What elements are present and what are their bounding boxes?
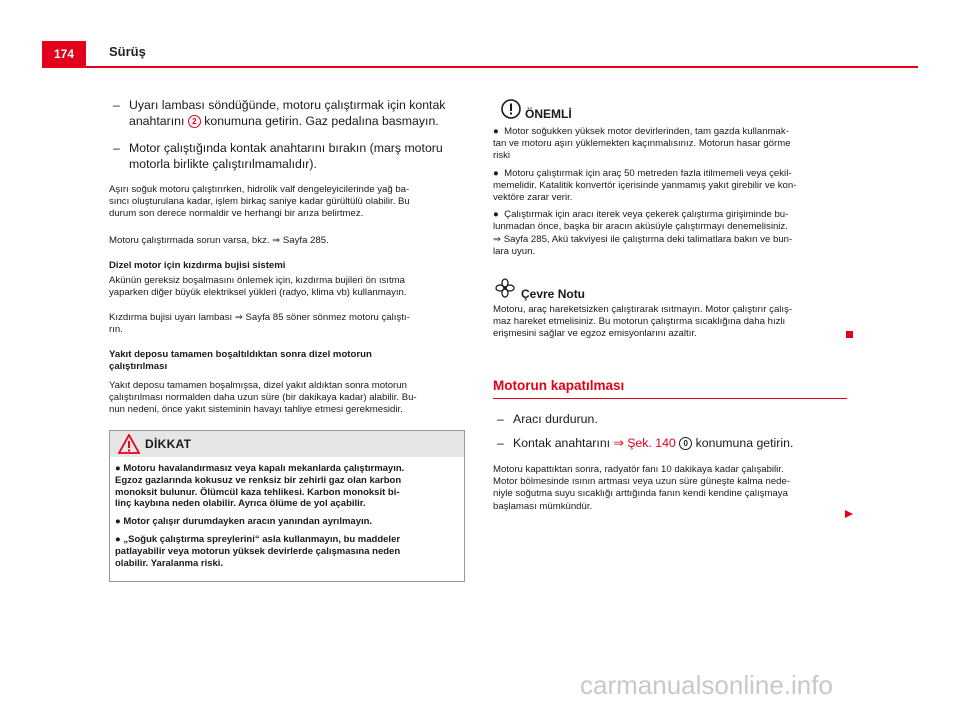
warning-item: ● Motor çalışır durumdayken aracın yanından ayrılmayın. — [115, 516, 373, 528]
shutdown-heading-rule — [493, 398, 847, 399]
watermark: carmanualsonline.info — [580, 670, 833, 700]
text-line: erişmesini sağlar ve egzoz emisyonlarını azaltır. — [493, 328, 697, 340]
header-rule — [42, 66, 918, 68]
notice-item: ● Motoru çalıştırmak için araç 50 metreden fazla itilmemeli veya çekil- memelidir. Katalitik konvertör içerisinde yanmamış yakıt girebilir ve kon- vektöre zarar verir. — [493, 167, 797, 204]
glow-plug-lamp-paragraph — [109, 312, 469, 336]
warning-body — [110, 457, 464, 569]
environment-note-title: Çevre Notu — [521, 287, 586, 301]
text-line: Motoru kapattıktan sonra, radyatör fanı 10 dakikaya kadar çalışabilir. — [493, 464, 784, 475]
figure-reference-link[interactable]: ⇒ Şek. 140 — [613, 436, 676, 450]
notice-exclamation-icon — [501, 99, 521, 119]
step-2-line2: motorla birlikte çalıştırılmamalıdır). — [129, 156, 317, 171]
heading-line: Yakıt deposu tamamen boşaltıldıktan sonra dizel motorun — [109, 349, 372, 360]
warning-item: ● „Soğuk çalıştırma spreylerini“ asla kullanmayın, bu maddeler patlayabilir veya motorun yüksek devirlerde çalışmasına neden olabilir. Yaralanma riski. — [115, 533, 401, 569]
warning-title: DİKKAT — [145, 437, 192, 451]
step-1: – Uyarı lambası söndüğünde, motoru çalıştırmak için kontak anahtarını 2 konumuna getirin. Gaz pedalına basmayın. — [113, 98, 446, 128]
text-line: Yakıt deposu tamamen boşalmışsa, dizel yakıt aldıktan sonra motorun — [109, 380, 407, 391]
text-line: nun nedeni, önce yakıt sisteminin havayı tahliye etmesi gerekmesidir. — [109, 404, 403, 416]
environment-note-body — [493, 304, 853, 341]
notice-item: ● Motor soğukken yüksek motor devirlerinden, tam gazda kullanmak- tan ve motoru aşırı yüklemekten kaçınmalısınız. Motorun hasar görme riski — [493, 126, 791, 162]
step-1-line2a: anahtarını — [129, 113, 185, 128]
key-position-badge: 2 — [188, 115, 201, 128]
glow-plug-paragraph — [109, 275, 469, 299]
section-end-marker — [846, 331, 853, 338]
text-line: Kızdırma bujisi uyarı lambası ⇒ Sayfa 85 söner sönmez motoru çalıştı- — [109, 312, 410, 323]
text-line: Motoru çalıştırmada sorun varsa, bkz. — [109, 235, 270, 246]
text-line: başlaması mümkündür. — [493, 500, 593, 512]
key-position-badge: 0 — [679, 437, 692, 450]
warning-box — [109, 430, 465, 582]
step-2: – Motor çalıştığında kontak anahtarını bırakın (marş motoru motorla birlikte çalıştırılmamalıdır). — [113, 141, 443, 171]
step-text: Kontak anahtarını — [513, 436, 611, 450]
text-line: Aşırı soğuk motoru çalıştırırken, hidrolik valf dengeleyicilerinde yağ ba- — [109, 184, 410, 195]
text-line: yaparken diğer büyük elektriksel yükleri (radyo, klima vb) kullanmayın. — [109, 287, 407, 299]
text-line: çalıştırılması normalden daha uzun süre (bir dakikaya kadar) alabilir. Bu- — [109, 392, 417, 404]
step-text: konumuna getirin. — [695, 436, 794, 450]
text-line: niyle soğutma suyu sıcaklığı arttığında fanın kendi kendine çalışmaya — [493, 488, 788, 500]
glow-plug-heading: Dizel motor için kızdırma bujisi sistemi — [109, 260, 286, 271]
shutdown-heading: Motorun kapatılması — [493, 378, 625, 393]
text-line: durum son derece normaldir ve herhangi bir arıza belirtmez. — [109, 208, 364, 220]
text-line: Motor bölmesinde ısının artması veya uzun süre güneşte kalma nede- — [493, 476, 791, 488]
step-2-line1: Motor çalıştığında kontak anahtarını bırakın (marş motoru — [129, 141, 443, 155]
trouble-paragraph — [109, 235, 469, 247]
text-line: sıncı oluşturulana kadar, işlem birkaç saniye kadar gürültülü olabilir. Bu — [109, 196, 410, 208]
cold-start-paragraph — [109, 184, 469, 221]
warning-triangle-icon — [118, 434, 140, 454]
continue-arrow-icon — [844, 509, 854, 519]
warning-item: ● Motoru havalandırmasız veya kapalı mekanlarda çalıştırmayın. Egzoz gazlarında kokusuz ve renksiz bir zehirli gaz olan karbon monoksit bulunur. Ölümcül kaza tehlikesi. Karbon monoksit bi- linç kaybına neden olabilir. Ayrıca ölüme de yol açabilir. — [115, 463, 405, 510]
heading-line: çalıştırılması — [109, 361, 168, 373]
section-title: Sürüş — [109, 44, 146, 59]
shutdown-paragraph — [493, 464, 853, 513]
warning-header — [110, 431, 464, 457]
text-line: Motoru, araç hareketsizken çalıştırarak ısıtmayın. Motor çalıştırır çalış- — [493, 304, 793, 315]
environment-flower-icon — [495, 278, 515, 298]
text-line: rın. — [109, 324, 123, 336]
text-line: maz hareket etmelisiniz. Bu motorun çalıştırma sıcaklığına daha hızlı — [493, 316, 786, 328]
shutdown-step-1: – Aracı durdurun. — [497, 412, 598, 426]
empty-tank-paragraph — [109, 380, 469, 417]
shutdown-step-2: – Kontak anahtarını ⇒ Şek. 140 0 konumuna getirin. — [497, 436, 794, 450]
text-line: Akünün gereksiz boşalmasını önlemek için, kızdırma bujileri ön ısıtma — [109, 275, 405, 286]
notice-item: ● Çalıştırmak için aracı iterek veya çekerek çalıştırma girişiminde bu- lunmadan önce, başka bir aracın aküsüyle çalıştırmayı denemelisiniz. ⇒ Sayfa 285, Akü takviyesi ile çalıştırma deki talimatlara bakın ve bun- lara uyun. — [493, 209, 793, 257]
notice-body — [493, 126, 853, 258]
step-text: Aracı durdurun. — [513, 412, 598, 426]
page-reference-link[interactable]: ⇒ Sayfa 285. — [272, 235, 329, 246]
notice-title: ÖNEMLİ — [525, 107, 572, 121]
empty-tank-heading — [109, 349, 469, 373]
step-1-line2b: konumuna getirin. Gaz pedalına basmayın. — [204, 113, 439, 128]
page-number: 174 — [42, 41, 86, 67]
step-1-line1: Uyarı lambası söndüğünde, motoru çalıştırmak için kontak — [129, 98, 446, 112]
